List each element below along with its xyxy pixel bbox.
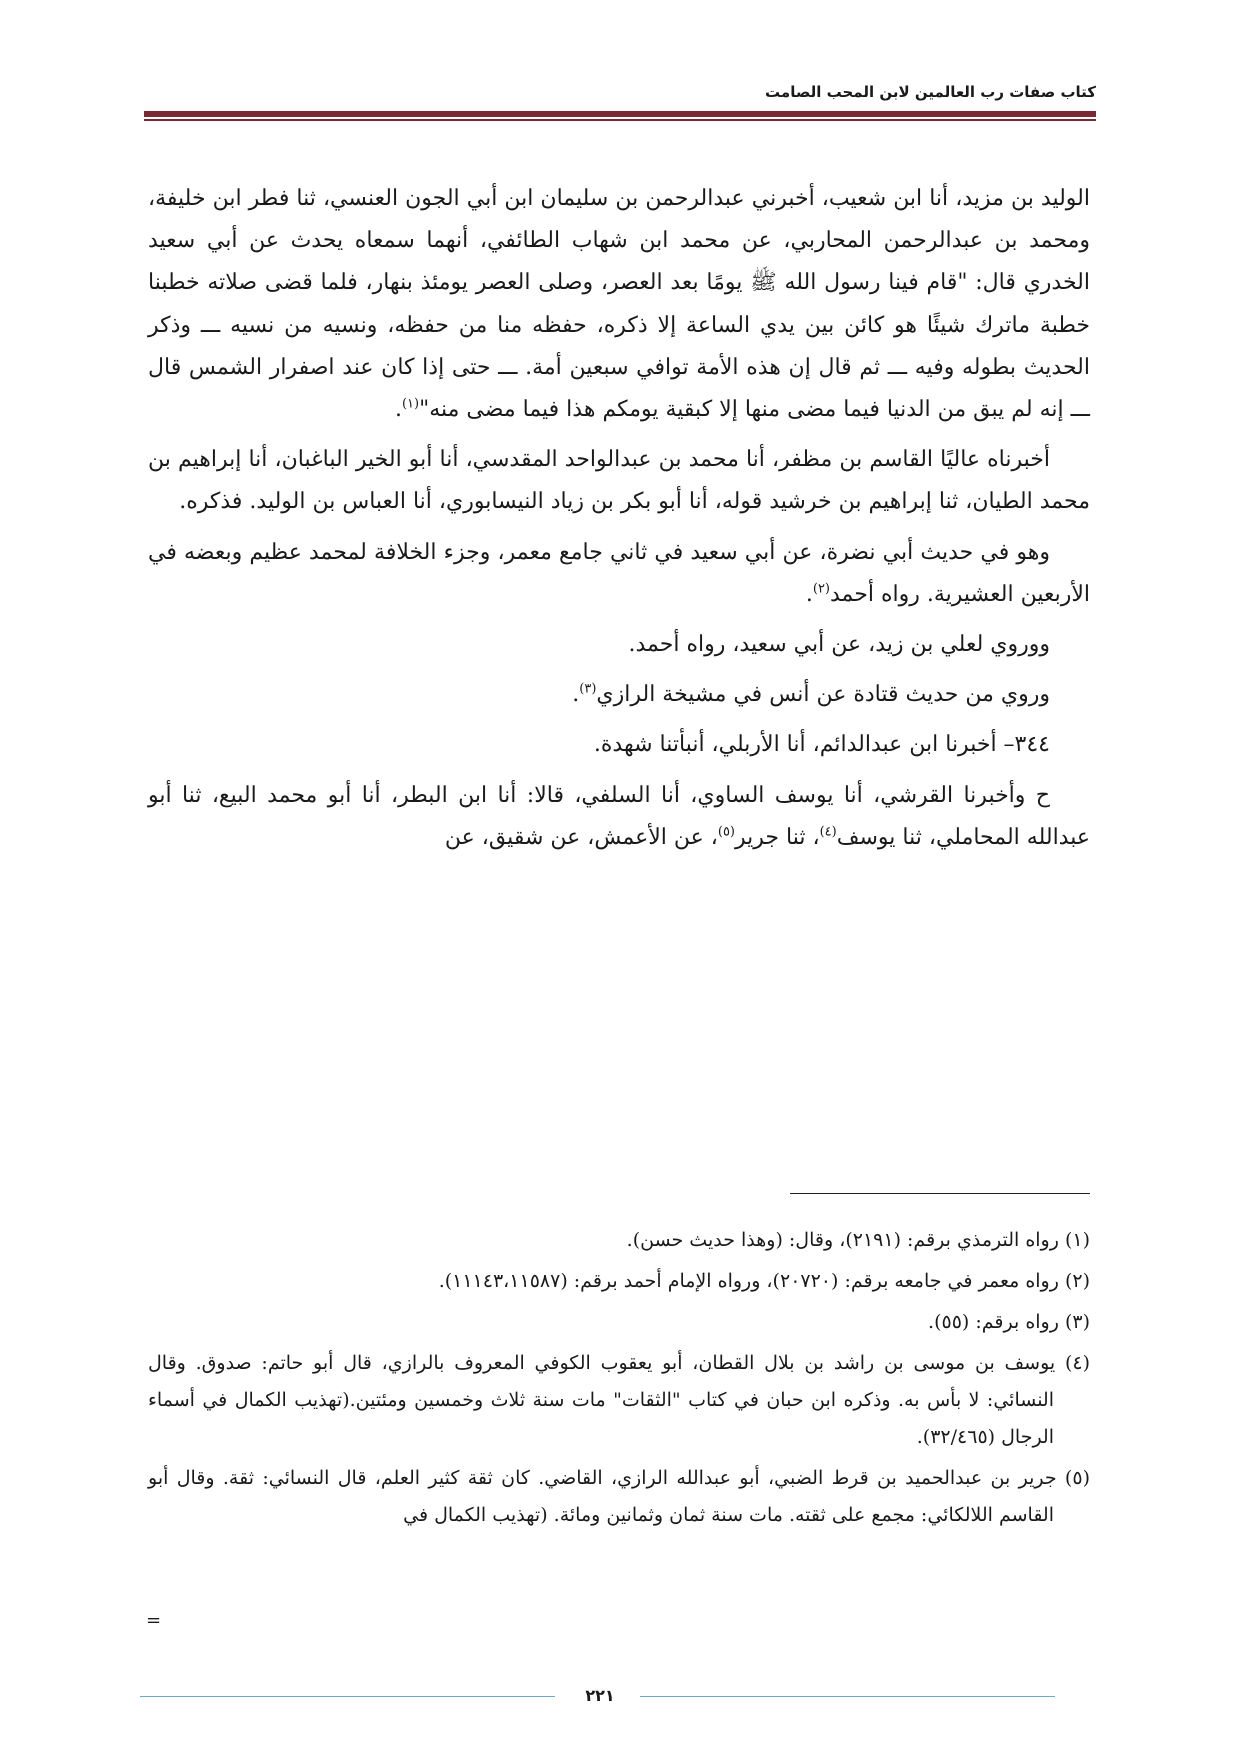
paragraph-3: وهو في حديث أبي نضرة، عن أبي سعيد في ثاني جامع معمر، وجزء الخلافة لمحمد عظيم وبعضه في الأربعين العشيرية. رواه أحمد$^{(٢)}$. (148, 539, 1090, 607)
footnote-ref-5[interactable]: (٥) (717, 824, 735, 840)
page-number: ٢٢١ (585, 1686, 615, 1705)
footnote-ref-2[interactable]: (٢) (812, 581, 830, 597)
paragraph-4: ووروي لعلي بن زيد، عن أبي سعيد، رواه أحمد. (628, 632, 1050, 658)
footnote-5: (٥) جرير بن عبدالحميد بن قرط الضبي، أبو عبدالله الرازي، القاضي. كان ثقة كثير العلم، قال النسائي: ثقة. وقال أبو القاسم اللالكائي: مجمع على ثقته. مات سنة ثمان وثمانين ومائة. (تهذيب الكمال في (148, 1467, 1090, 1526)
continuation-mark: = (146, 1610, 162, 1631)
footnote-ref-1[interactable]: (١) (401, 396, 420, 412)
footnote-1: (١) رواه الترمذي برقم: (٢١٩١)، وقال: (وهذا حديث حسن). (626, 1229, 1090, 1251)
footnote-ref-3[interactable]: (٣) (579, 681, 597, 697)
main-text (148, 178, 1090, 859)
header-rule-thin (144, 119, 1096, 121)
paragraph-6: ٣٤٤– أخبرنا ابن عبدالدائم، أنا الأربلي، أنبأتنا شهدة. (593, 732, 1050, 758)
footnotes (148, 1222, 1090, 1534)
paragraph-5: وروي من حديث قتادة عن أنس في مشيخة الرازي$^{(٣)}$. (572, 681, 1050, 708)
paragraph-1: الوليد بن مزيد، أنا ابن شعيب، أخبرني عبدالرحمن بن سليمان ابن أبي الجون العنسي، ثنا فطر ابن خليفة، ومحمد بن عبدالرحمن المحاربي، عن محمد ابن شهاب الطائفي، أنهما سمعاه يحدث عن أبي سعيد الخدري قال: "قام فينا رسول الله ﷺ يومًا بعد العصر، وصلى العصر يومئذ بنهار، فلما قضى صلاته خطبنا خطبة ماترك شيئًا هو كائن بين يدي الساعة إلا ذكره، حفظه منا من حفظه، ونسيه من نسيه ـــ وذكر الحديث بطوله وفيه ـــ ثم قال إن هذه الأمة توافي سبعين أمة. ـــ حتى إذا كان عند اصفرار الشمس قال ـــ إنه لم يبق من الدنيا فيما مضى منها إلا كبقية يومكم هذا فيما مضى منه"$^{(١)}$. (148, 186, 1090, 423)
footnote-separator (790, 1193, 1090, 1194)
running-head: كتاب صفات رب العالمين لابن المحب الصامت (765, 83, 1096, 101)
footer-rule-left (140, 1696, 555, 1697)
footnote-ref-4[interactable]: (٤) (819, 824, 837, 840)
paragraph-7: ح وأخبرنا القرشي، أنا يوسف الساوي، أنا السلفي، قالا: أنا ابن البطر، أنا أبو محمد البيع، ثنا أبو عبدالله المحاملي، ثنا يوسف$^{(٤)}$، ثنا جرير$^{(٥)}$، عن الأعمش، عن شقيق، عن (148, 782, 1090, 850)
footer-rule-right (640, 1696, 1055, 1697)
paragraph-2: أخبرناه عاليًا القاسم بن مظفر، أنا محمد بن عبدالواحد المقدسي، أنا أبو الخير الباغبان، أنا إبراهيم بن محمد الطيان، ثنا إبراهيم بن خرشيد قوله، أنا أبو بكر بن زياد النيسابوري، أنا العباس بن الوليد. فذكره. (148, 447, 1090, 515)
footnote-4: (٤) يوسف بن موسى بن راشد بن بلال القطان، أبو يعقوب الكوفي المعروف بالرازي، قال أبو حاتم: صدوق. وقال النسائي: لا بأس به. وذكره ابن حبان في كتاب "الثقات" مات سنة ثلاث وخمسين ومئتين.(تهذيب الكمال في أسماء الرجال (٣٢/٤٦٥). (148, 1352, 1090, 1448)
footnote-3: (٣) رواه برقم: (٥٥). (928, 1311, 1090, 1333)
footnote-2: (٢) رواه معمر في جامعه برقم: (٢٠٧٢٠)، ورواه الإمام أحمد برقم: (١١١٤٣،١١٥٨٧). (438, 1270, 1090, 1292)
header-rule-thick (144, 111, 1096, 117)
